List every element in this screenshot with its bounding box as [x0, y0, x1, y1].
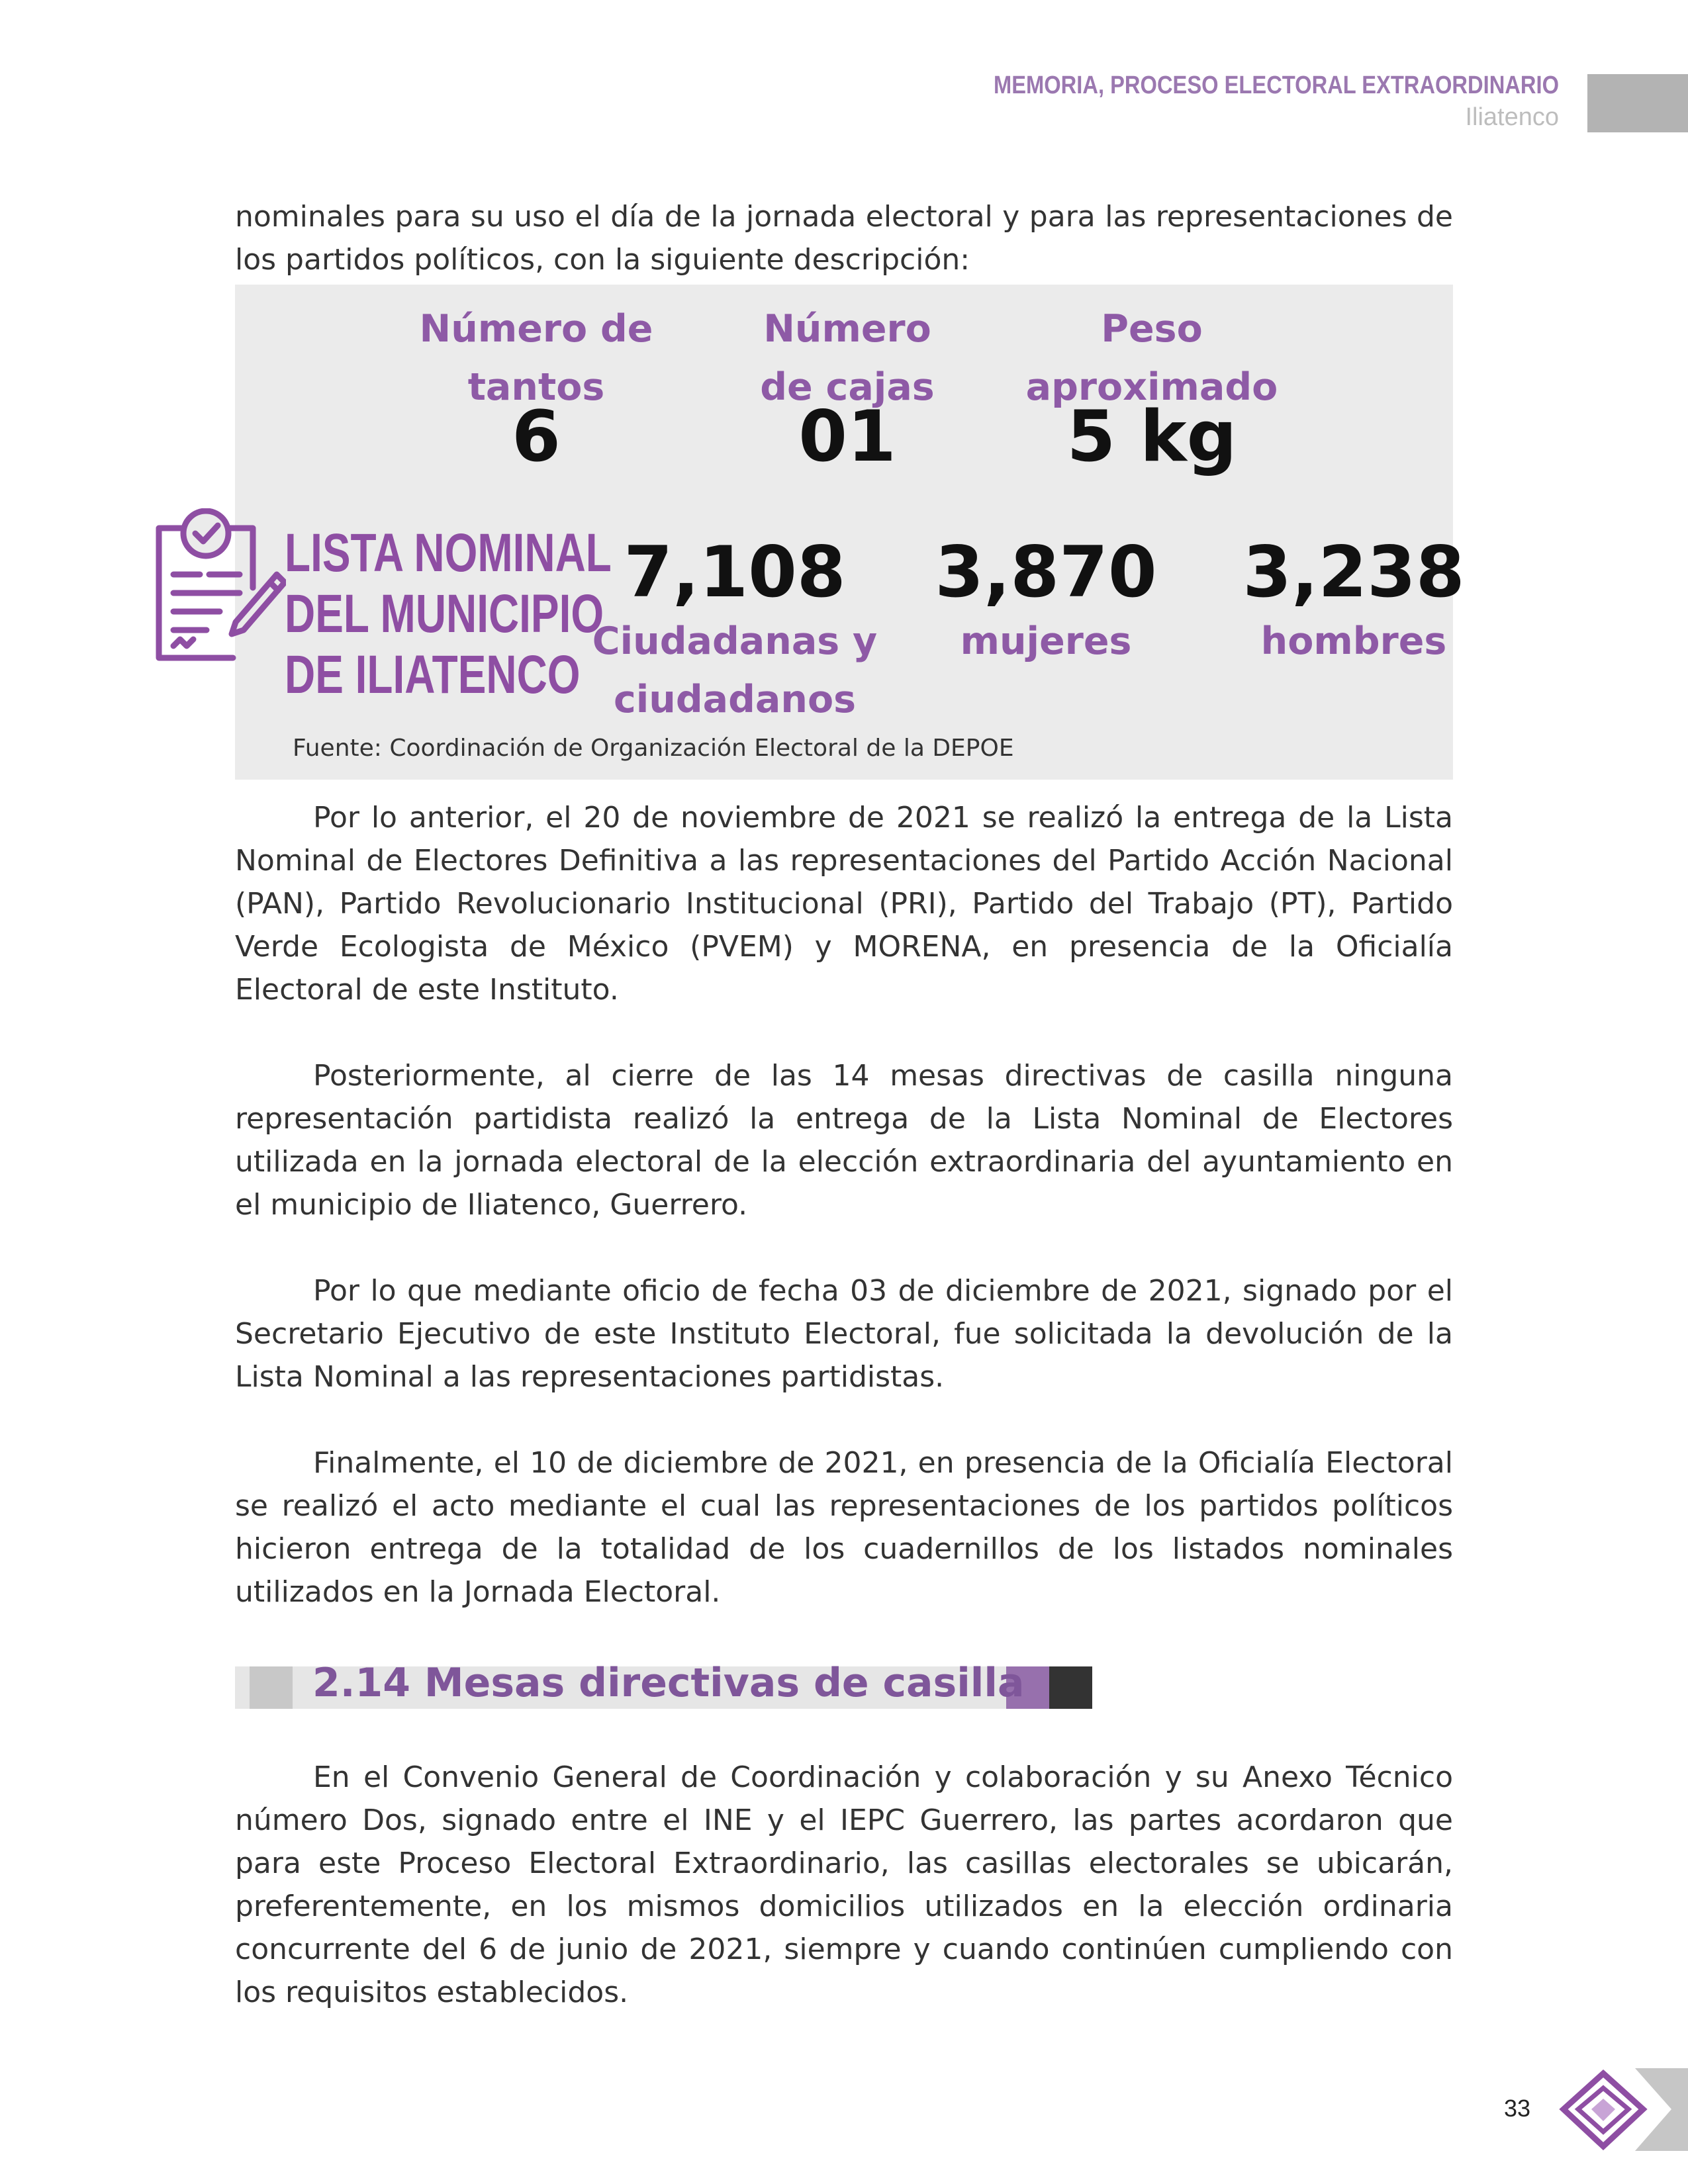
paragraph-text: En el Convenio General de Coordinación y colaboración y su Anexo Técnico número Dos, signado entre el INE y el IEPC Guerrero, las partes acordaron que para este Proceso Electoral Extraordinario, las casillas electorales se ubicarán, preferentemente, en los mismos domicilios utilizados en la elección ordinaria concurrente del 6 de junio de 2021, siempre y cuando continúen cumpliendo con los requisitos establecidos.: [235, 1760, 1453, 2009]
stat-hombres-value: 3,238: [1243, 531, 1465, 613]
stat-total-value: 7,108: [624, 531, 846, 613]
header-gray-block: [1587, 74, 1688, 132]
stat-total-label-line2: ciudadanos: [613, 678, 857, 721]
stat-total-label: [563, 612, 907, 729]
stat-peso-value: 5 kg: [1066, 396, 1237, 477]
stat-total-label-line1: Ciudadanas y: [592, 619, 878, 663]
section-bar-dark-block: [1049, 1666, 1092, 1709]
stat-tantos-label-line2: tantos: [467, 365, 605, 409]
paragraph-text: Posteriormente, al cierre de las 14 mesas directivas de casilla ninguna representación partidista realizó la entrega de la Lista Nominal de Electores utilizada en la jornada electoral de la elección extraordinaria del ayuntamiento en el municipio de Iliatenco, Guerrero.: [235, 1059, 1453, 1222]
header-subtitle: Iliatenco: [1465, 103, 1559, 131]
stat-tantos-label-line1: Número de: [419, 307, 653, 351]
body-paragraph-4: [235, 1441, 1453, 1614]
stat-cajas-label-line2: de cajas: [760, 365, 935, 409]
stat-mujeres-label: mujeres: [960, 619, 1132, 663]
paragraph-text: Por lo anterior, el 20 de noviembre de 2021 se realizó la entrega de la Lista Nominal de Electores Definitiva a las representaciones del Partido Acción Nacional (PAN), Partido Revolucionario Institucional (PRI), Partido del Trabajo (PT), Partido Verde Ecologista de México (PVEM) y MORENA, en presencia de la Oficialía Electoral de este Instituto.: [235, 801, 1453, 1007]
intro-text: nominales para su uso el día de la jornada electoral y para las representaciones de los partidos políticos, con la siguiente descripción:: [235, 200, 1453, 277]
stat-peso-label-line1: Peso: [1101, 307, 1203, 351]
lista-title-line3: DE ILIATENCO: [285, 645, 581, 705]
stat-peso-label-line2: aproximado: [1025, 365, 1278, 409]
stat-hombres-label: hombres: [1260, 619, 1447, 663]
lista-title-line2: DEL MUNICIPIO: [285, 584, 604, 644]
paragraph-text: Finalmente, el 10 de diciembre de 2021, en presencia de la Oficialía Electoral se realizó el acto mediante el cual las representaciones de los partidos políticos hicieron entrega de la totalidad de los cuadernillos de los listados nominales utilizados en la Jornada Electoral.: [235, 1446, 1453, 1609]
section-bar-gray-block: [250, 1666, 293, 1709]
body-paragraph-3: [235, 1269, 1453, 1398]
lista-title-line1: LISTA NOMINAL: [285, 523, 612, 583]
body-paragraph-1: [235, 796, 1453, 1011]
header-title: MEMORIA, PROCESO ELECTORAL EXTRAORDINARIO: [994, 71, 1559, 99]
page-number: 33: [1504, 2095, 1531, 2122]
iepc-diamond-logo-icon: [1556, 2068, 1688, 2151]
stat-tantos-value: 6: [512, 396, 561, 477]
section-paragraph: [235, 1756, 1453, 2014]
checklist-clipboard-pencil-icon: [154, 508, 286, 663]
section-title: 2.14 Mesas directivas de casilla: [312, 1660, 1025, 1706]
source-note: Fuente: Coordinación de Organización Electoral de la DEPOE: [293, 735, 1014, 762]
body-paragraph-2: [235, 1054, 1453, 1226]
stat-cajas-label-line1: Número: [763, 307, 931, 351]
paragraph-text: Por lo que mediante oficio de fecha 03 de diciembre de 2021, signado por el Secretario Ejecutivo de este Instituto Electoral, fue solicitada la devolución de la Lista Nominal a las representaciones partidistas.: [235, 1274, 1453, 1394]
intro-paragraph: [235, 195, 1453, 281]
stat-cajas-value: 01: [798, 396, 896, 477]
stat-mujeres-value: 3,870: [935, 531, 1157, 613]
